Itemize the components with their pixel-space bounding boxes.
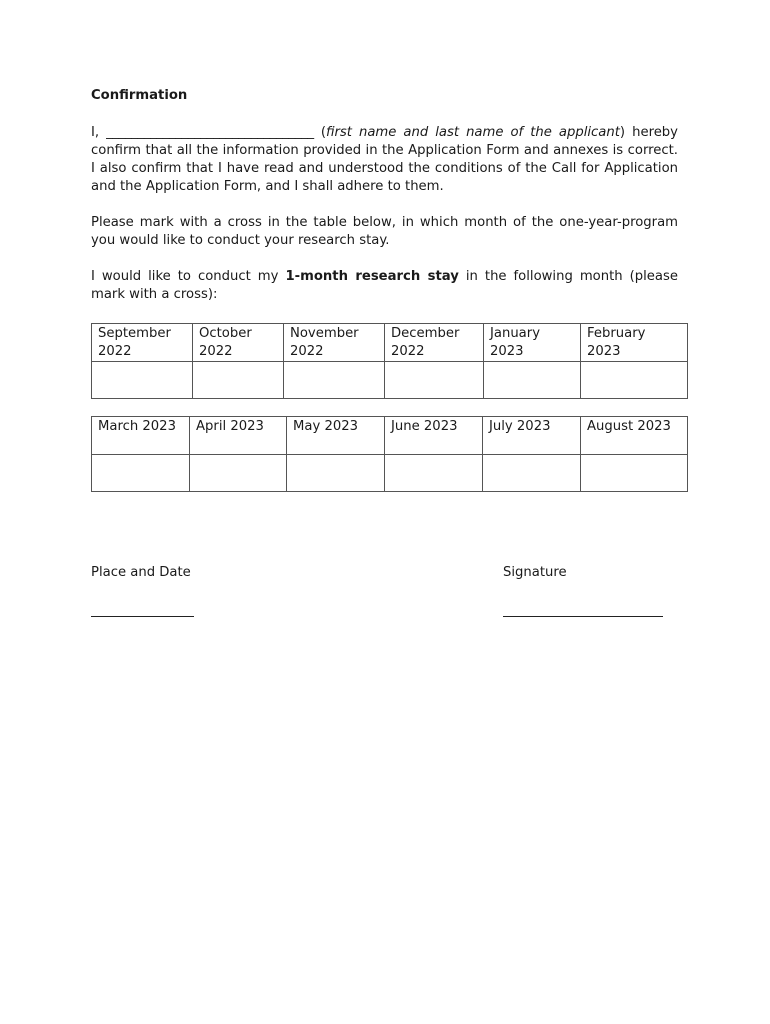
page-title: Confirmation (91, 88, 188, 103)
month-header-cell: December 2022 (385, 324, 484, 362)
month-mark-cell-june-2023[interactable] (385, 455, 483, 492)
month-mark-cell-february-2023[interactable] (581, 362, 688, 399)
month-mark-cell-march-2023[interactable] (92, 455, 190, 492)
place-date-field[interactable] (91, 616, 194, 617)
month-header-row (92, 324, 688, 362)
month-header-cell: September 2022 (92, 324, 193, 362)
month-mark-cell-december-2022[interactable] (385, 362, 484, 399)
place-date-label: Place and Date (91, 565, 191, 580)
month-mark-row (92, 362, 688, 399)
month-mark-cell-april-2023[interactable] (190, 455, 287, 492)
month-header-cell: May 2023 (287, 417, 385, 455)
month-header-cell: October 2022 (193, 324, 284, 362)
month-header-cell: November 2022 (284, 324, 385, 362)
confirmation-statement: ) hereby confirm that all the information provided in the Application Form and annexes is correct. I also confirm that I have read and understood the conditions of the Call for Application and the Application Form, and I shall adhere to them. (91, 125, 678, 194)
month-mark-cell-january-2023[interactable] (484, 362, 581, 399)
applicant-name-hint: first name and last name of the applicant (325, 125, 620, 140)
month-header-cell: April 2023 (190, 417, 287, 455)
instruction-paragraph: Please mark with a cross in the table below, in which month of the one-year-program you would like to conduct your research stay. (91, 215, 678, 248)
month-mark-cell-august-2023[interactable] (581, 455, 688, 492)
month-mark-cell-october-2022[interactable] (193, 362, 284, 399)
research-stay-suffix: in the following month (please mark with a cross): (91, 269, 678, 302)
month-mark-row (92, 455, 688, 492)
month-mark-cell-september-2022[interactable] (92, 362, 193, 399)
month-header-cell: March 2023 (92, 417, 190, 455)
applicant-name-field[interactable]: _________________________________ (106, 125, 314, 140)
month-table-2023 (91, 416, 688, 492)
month-header-cell: January 2023 (484, 324, 581, 362)
research-stay-prefix: I would like to conduct my (91, 269, 286, 284)
month-mark-cell-july-2023[interactable] (483, 455, 581, 492)
open-parenthesis: ( (313, 125, 326, 140)
month-table-2022 (91, 323, 688, 399)
signature-label: Signature (503, 565, 567, 580)
month-header-cell: February 2023 (581, 324, 688, 362)
signature-field[interactable] (503, 616, 663, 617)
month-header-cell: August 2023 (581, 417, 688, 455)
month-header-row (92, 417, 688, 455)
research-stay-paragraph (91, 268, 678, 304)
confirmation-paragraph (91, 124, 678, 196)
month-mark-cell-november-2022[interactable] (284, 362, 385, 399)
confirmation-prefix: I, (91, 125, 107, 140)
research-stay-duration: 1-month research stay (285, 269, 459, 284)
month-mark-cell-may-2023[interactable] (287, 455, 385, 492)
month-header-cell: July 2023 (483, 417, 581, 455)
month-header-cell: June 2023 (385, 417, 483, 455)
